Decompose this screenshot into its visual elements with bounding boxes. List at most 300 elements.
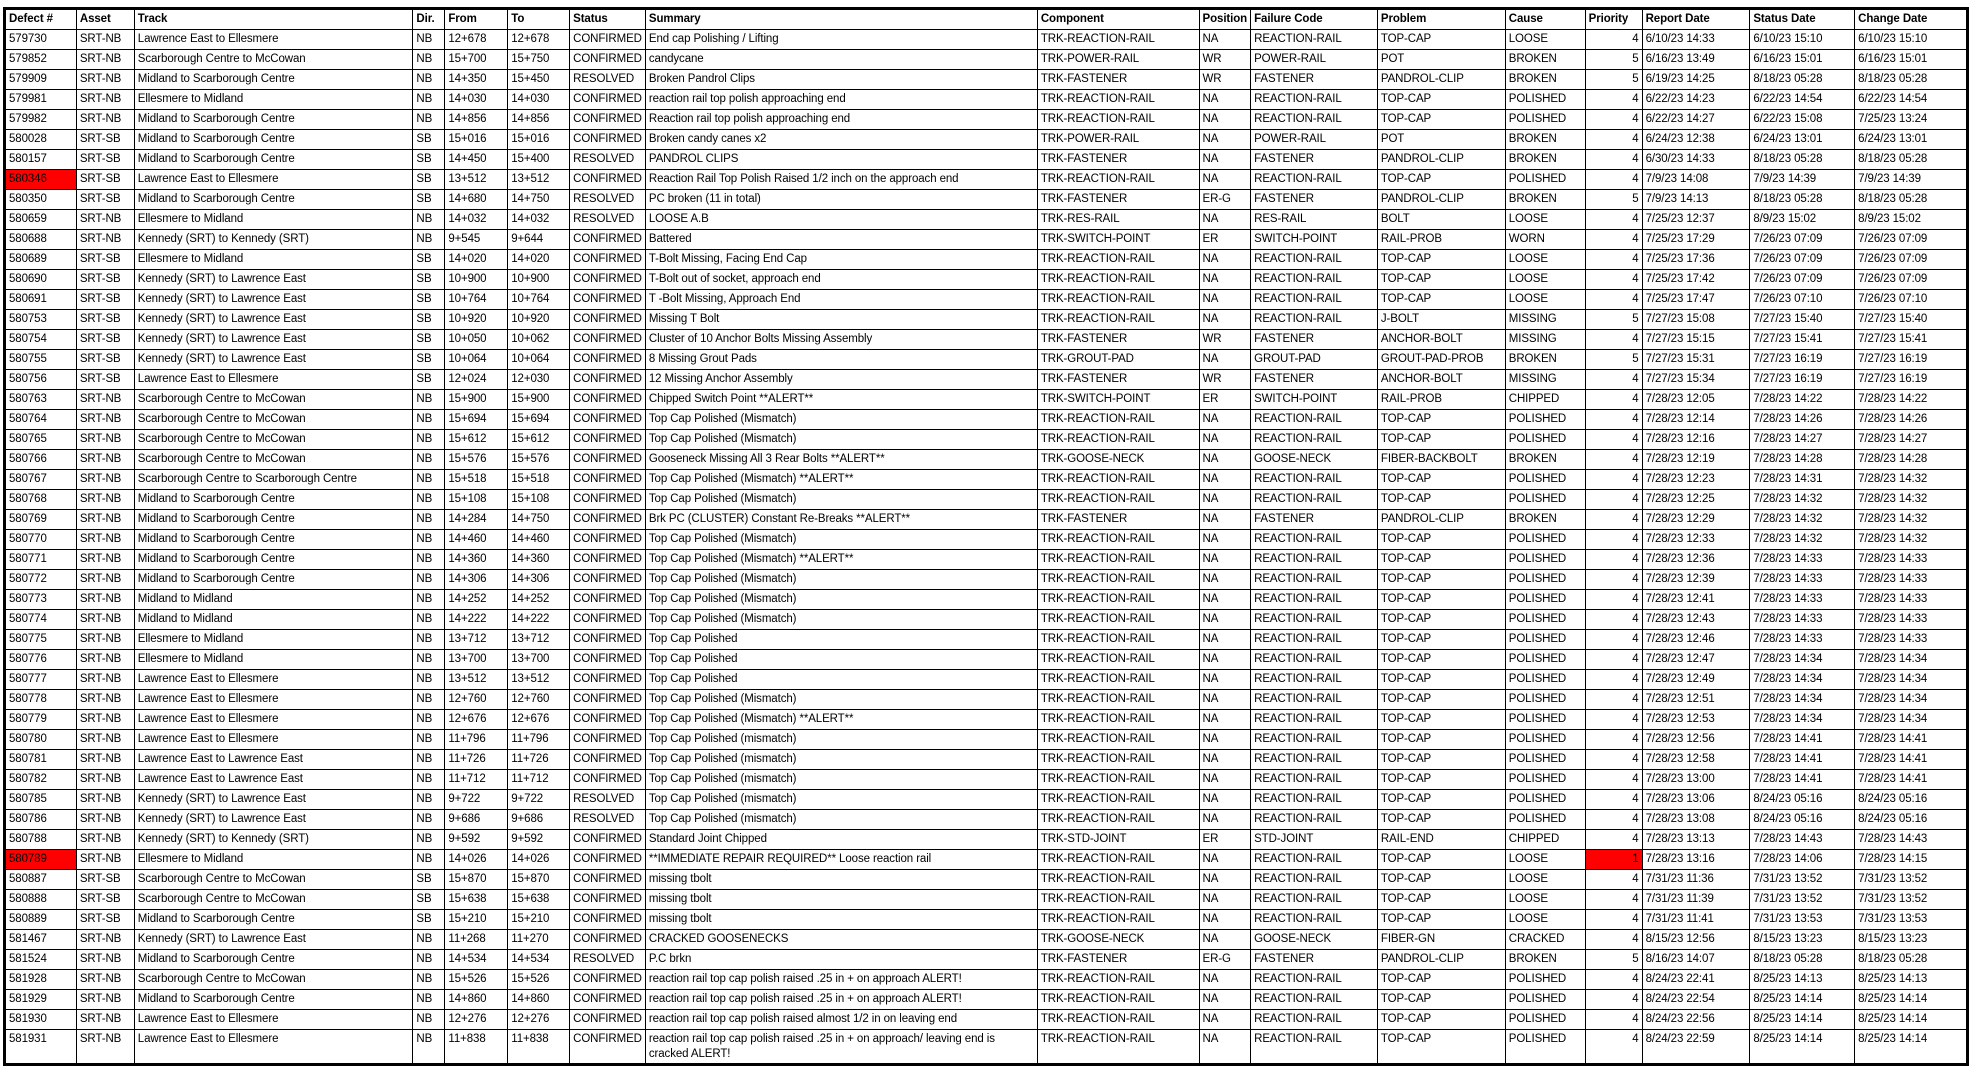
cell-component[interactable]: TRK-REACTION-RAIL (1037, 650, 1199, 670)
cell-status[interactable]: CONFIRMED (570, 310, 646, 330)
cell-from[interactable]: 15+526 (445, 970, 508, 990)
cell-asset[interactable]: SRT-NB (76, 770, 134, 790)
cell-dir[interactable]: NB (413, 550, 445, 570)
cell-to[interactable]: 12+030 (508, 370, 570, 390)
cell-cause[interactable]: POLISHED (1505, 110, 1585, 130)
cell-defect[interactable]: 580788 (5, 830, 77, 850)
cell-status_date[interactable]: 7/27/23 16:19 (1750, 350, 1855, 370)
cell-defect[interactable]: 579852 (5, 50, 77, 70)
cell-status[interactable]: CONFIRMED (570, 490, 646, 510)
cell-change_date[interactable]: 8/18/23 05:28 (1855, 150, 1968, 170)
cell-position[interactable]: NA (1199, 550, 1251, 570)
cell-status[interactable]: CONFIRMED (570, 870, 646, 890)
cell-priority[interactable]: 5 (1585, 310, 1642, 330)
cell-to[interactable]: 14+750 (508, 510, 570, 530)
cell-report_date[interactable]: 7/28/23 12:14 (1642, 410, 1750, 430)
cell-from[interactable]: 14+534 (445, 950, 508, 970)
cell-dir[interactable]: SB (413, 250, 445, 270)
cell-report_date[interactable]: 6/10/23 14:33 (1642, 30, 1750, 50)
cell-defect[interactable]: 580786 (5, 810, 77, 830)
cell-failure_code[interactable]: REACTION-RAIL (1251, 1030, 1378, 1065)
cell-status_date[interactable]: 7/28/23 14:27 (1750, 430, 1855, 450)
cell-change_date[interactable]: 7/28/23 14:28 (1855, 450, 1968, 470)
cell-change_date[interactable]: 8/9/23 15:02 (1855, 210, 1968, 230)
cell-to[interactable]: 10+064 (508, 350, 570, 370)
cell-failure_code[interactable]: REACTION-RAIL (1251, 470, 1378, 490)
cell-position[interactable]: NA (1199, 930, 1251, 950)
cell-asset[interactable]: SRT-NB (76, 710, 134, 730)
cell-status_date[interactable]: 7/28/23 14:43 (1750, 830, 1855, 850)
cell-priority[interactable]: 4 (1585, 990, 1642, 1010)
cell-position[interactable]: NA (1199, 450, 1251, 470)
cell-status_date[interactable]: 7/28/23 14:34 (1750, 710, 1855, 730)
cell-priority[interactable]: 4 (1585, 470, 1642, 490)
cell-dir[interactable]: SB (413, 890, 445, 910)
cell-failure_code[interactable]: REACTION-RAIL (1251, 430, 1378, 450)
cell-change_date[interactable]: 7/26/23 07:09 (1855, 270, 1968, 290)
cell-component[interactable]: TRK-REACTION-RAIL (1037, 750, 1199, 770)
cell-status_date[interactable]: 7/31/23 13:52 (1750, 890, 1855, 910)
cell-asset[interactable]: SRT-NB (76, 650, 134, 670)
cell-summary[interactable]: Top Cap Polished (Mismatch) **ALERT** (645, 710, 1037, 730)
cell-asset[interactable]: SRT-NB (76, 670, 134, 690)
cell-dir[interactable]: SB (413, 130, 445, 150)
cell-defect[interactable]: 580782 (5, 770, 77, 790)
cell-failure_code[interactable]: REACTION-RAIL (1251, 170, 1378, 190)
cell-position[interactable]: NA (1199, 610, 1251, 630)
cell-report_date[interactable]: 6/24/23 12:38 (1642, 130, 1750, 150)
cell-status[interactable]: CONFIRMED (570, 330, 646, 350)
cell-report_date[interactable]: 7/28/23 12:41 (1642, 590, 1750, 610)
cell-failure_code[interactable]: REACTION-RAIL (1251, 690, 1378, 710)
cell-track[interactable]: Lawrence East to Ellesmere (134, 730, 413, 750)
cell-problem[interactable]: PANDROL-CLIP (1377, 150, 1505, 170)
cell-position[interactable]: WR (1199, 50, 1251, 70)
cell-priority[interactable]: 4 (1585, 390, 1642, 410)
cell-summary[interactable]: Missing T Bolt (645, 310, 1037, 330)
column-header-report_date[interactable]: Report Date (1642, 9, 1750, 30)
cell-priority[interactable]: 4 (1585, 330, 1642, 350)
cell-report_date[interactable]: 7/25/23 17:42 (1642, 270, 1750, 290)
cell-status_date[interactable]: 7/28/23 14:34 (1750, 650, 1855, 670)
cell-report_date[interactable]: 8/24/23 22:54 (1642, 990, 1750, 1010)
cell-failure_code[interactable]: REACTION-RAIL (1251, 750, 1378, 770)
cell-summary[interactable]: P.C brkn (645, 950, 1037, 970)
cell-track[interactable]: Ellesmere to Midland (134, 650, 413, 670)
cell-problem[interactable]: TOP-CAP (1377, 1010, 1505, 1030)
cell-asset[interactable]: SRT-SB (76, 190, 134, 210)
cell-dir[interactable]: SB (413, 350, 445, 370)
cell-priority[interactable]: 4 (1585, 730, 1642, 750)
cell-component[interactable]: TRK-REACTION-RAIL (1037, 90, 1199, 110)
cell-cause[interactable]: LOOSE (1505, 910, 1585, 930)
cell-failure_code[interactable]: REACTION-RAIL (1251, 650, 1378, 670)
cell-report_date[interactable]: 7/27/23 15:08 (1642, 310, 1750, 330)
cell-from[interactable]: 11+712 (445, 770, 508, 790)
cell-to[interactable]: 12+676 (508, 710, 570, 730)
cell-defect[interactable]: 580781 (5, 750, 77, 770)
cell-asset[interactable]: SRT-NB (76, 230, 134, 250)
cell-cause[interactable]: LOOSE (1505, 250, 1585, 270)
cell-from[interactable]: 14+856 (445, 110, 508, 130)
cell-report_date[interactable]: 8/16/23 14:07 (1642, 950, 1750, 970)
cell-priority[interactable]: 4 (1585, 510, 1642, 530)
cell-asset[interactable]: SRT-NB (76, 530, 134, 550)
cell-summary[interactable]: T-Bolt Missing, Facing End Cap (645, 250, 1037, 270)
cell-change_date[interactable]: 8/25/23 14:14 (1855, 990, 1968, 1010)
cell-asset[interactable]: SRT-NB (76, 490, 134, 510)
cell-status[interactable]: CONFIRMED (570, 970, 646, 990)
cell-track[interactable]: Scarborough Centre to McCowan (134, 410, 413, 430)
cell-summary[interactable]: reaction rail top cap polish raised .25 in + on approach ALERT! (645, 970, 1037, 990)
cell-priority[interactable]: 4 (1585, 230, 1642, 250)
cell-to[interactable]: 10+920 (508, 310, 570, 330)
cell-change_date[interactable]: 7/28/23 14:33 (1855, 590, 1968, 610)
cell-defect[interactable]: 580785 (5, 790, 77, 810)
cell-dir[interactable]: NB (413, 70, 445, 90)
cell-asset[interactable]: SRT-NB (76, 750, 134, 770)
cell-track[interactable]: Ellesmere to Midland (134, 210, 413, 230)
cell-report_date[interactable]: 7/28/23 12:33 (1642, 530, 1750, 550)
cell-summary[interactable]: Top Cap Polished (mismatch) (645, 790, 1037, 810)
cell-problem[interactable]: ANCHOR-BOLT (1377, 370, 1505, 390)
cell-report_date[interactable]: 7/28/23 13:06 (1642, 790, 1750, 810)
cell-dir[interactable]: NB (413, 530, 445, 550)
cell-from[interactable]: 15+700 (445, 50, 508, 70)
cell-to[interactable]: 14+032 (508, 210, 570, 230)
cell-priority[interactable]: 4 (1585, 490, 1642, 510)
cell-report_date[interactable]: 7/28/23 13:00 (1642, 770, 1750, 790)
cell-position[interactable]: NA (1199, 910, 1251, 930)
cell-asset[interactable]: SRT-NB (76, 70, 134, 90)
cell-report_date[interactable]: 7/27/23 15:34 (1642, 370, 1750, 390)
cell-position[interactable]: NA (1199, 630, 1251, 650)
cell-failure_code[interactable]: REACTION-RAIL (1251, 110, 1378, 130)
cell-position[interactable]: ER (1199, 230, 1251, 250)
cell-from[interactable]: 9+592 (445, 830, 508, 850)
cell-status_date[interactable]: 8/25/23 14:14 (1750, 990, 1855, 1010)
cell-dir[interactable]: NB (413, 90, 445, 110)
cell-status[interactable]: CONFIRMED (570, 710, 646, 730)
cell-priority[interactable]: 5 (1585, 50, 1642, 70)
cell-from[interactable]: 12+276 (445, 1010, 508, 1030)
cell-from[interactable]: 11+796 (445, 730, 508, 750)
column-header-from[interactable]: From (445, 9, 508, 30)
cell-change_date[interactable]: 7/27/23 16:19 (1855, 350, 1968, 370)
cell-summary[interactable]: Top Cap Polished (Mismatch) **ALERT** (645, 470, 1037, 490)
cell-cause[interactable]: LOOSE (1505, 270, 1585, 290)
cell-problem[interactable]: TOP-CAP (1377, 730, 1505, 750)
cell-asset[interactable]: SRT-SB (76, 890, 134, 910)
cell-track[interactable]: Kennedy (SRT) to Lawrence East (134, 330, 413, 350)
cell-status[interactable]: CONFIRMED (570, 630, 646, 650)
cell-to[interactable]: 14+026 (508, 850, 570, 870)
cell-status_date[interactable]: 8/25/23 14:14 (1750, 1010, 1855, 1030)
cell-problem[interactable]: FIBER-GN (1377, 930, 1505, 950)
cell-dir[interactable]: SB (413, 870, 445, 890)
cell-report_date[interactable]: 7/28/23 13:16 (1642, 850, 1750, 870)
cell-component[interactable]: TRK-GROUT-PAD (1037, 350, 1199, 370)
cell-defect[interactable]: 580773 (5, 590, 77, 610)
column-header-dir[interactable]: Dir. (413, 9, 445, 30)
cell-from[interactable]: 13+712 (445, 630, 508, 650)
cell-from[interactable]: 14+350 (445, 70, 508, 90)
cell-track[interactable]: Ellesmere to Midland (134, 630, 413, 650)
cell-problem[interactable]: TOP-CAP (1377, 270, 1505, 290)
cell-status[interactable]: CONFIRMED (570, 990, 646, 1010)
cell-dir[interactable]: NB (413, 570, 445, 590)
cell-component[interactable]: TRK-STD-JOINT (1037, 830, 1199, 850)
cell-change_date[interactable]: 7/28/23 14:33 (1855, 570, 1968, 590)
cell-track[interactable]: Lawrence East to Ellesmere (134, 1010, 413, 1030)
cell-position[interactable]: NA (1199, 890, 1251, 910)
cell-status_date[interactable]: 7/28/23 14:06 (1750, 850, 1855, 870)
cell-failure_code[interactable]: REACTION-RAIL (1251, 1010, 1378, 1030)
cell-problem[interactable]: TOP-CAP (1377, 870, 1505, 890)
cell-position[interactable]: NA (1199, 110, 1251, 130)
cell-status[interactable]: CONFIRMED (570, 230, 646, 250)
cell-position[interactable]: NA (1199, 490, 1251, 510)
cell-defect[interactable]: 580754 (5, 330, 77, 350)
cell-asset[interactable]: SRT-SB (76, 870, 134, 890)
cell-status[interactable]: CONFIRMED (570, 750, 646, 770)
cell-from[interactable]: 9+545 (445, 230, 508, 250)
cell-status[interactable]: RESOLVED (570, 950, 646, 970)
cell-failure_code[interactable]: REACTION-RAIL (1251, 410, 1378, 430)
cell-change_date[interactable]: 7/28/23 14:34 (1855, 710, 1968, 730)
cell-priority[interactable]: 4 (1585, 930, 1642, 950)
cell-position[interactable]: NA (1199, 590, 1251, 610)
cell-dir[interactable]: SB (413, 910, 445, 930)
cell-component[interactable]: TRK-REACTION-RAIL (1037, 810, 1199, 830)
cell-failure_code[interactable]: REACTION-RAIL (1251, 250, 1378, 270)
cell-summary[interactable]: Top Cap Polished (Mismatch) (645, 430, 1037, 450)
cell-problem[interactable]: TOP-CAP (1377, 910, 1505, 930)
cell-change_date[interactable]: 7/28/23 14:43 (1855, 830, 1968, 850)
cell-summary[interactable]: 8 Missing Grout Pads (645, 350, 1037, 370)
cell-component[interactable]: TRK-REACTION-RAIL (1037, 690, 1199, 710)
cell-to[interactable]: 14+360 (508, 550, 570, 570)
cell-component[interactable]: TRK-REACTION-RAIL (1037, 1010, 1199, 1030)
cell-position[interactable]: NA (1199, 30, 1251, 50)
cell-track[interactable]: Midland to Scarborough Centre (134, 530, 413, 550)
cell-track[interactable]: Scarborough Centre to Scarborough Centre (134, 470, 413, 490)
cell-asset[interactable]: SRT-SB (76, 370, 134, 390)
cell-component[interactable]: TRK-REACTION-RAIL (1037, 990, 1199, 1010)
cell-cause[interactable]: LOOSE (1505, 870, 1585, 890)
cell-to[interactable]: 13+512 (508, 670, 570, 690)
cell-change_date[interactable]: 7/28/23 14:33 (1855, 610, 1968, 630)
cell-dir[interactable]: NB (413, 630, 445, 650)
cell-defect[interactable]: 580772 (5, 570, 77, 590)
cell-priority[interactable]: 4 (1585, 270, 1642, 290)
cell-problem[interactable]: TOP-CAP (1377, 430, 1505, 450)
cell-defect[interactable]: 580755 (5, 350, 77, 370)
cell-status_date[interactable]: 6/22/23 14:54 (1750, 90, 1855, 110)
cell-to[interactable]: 13+712 (508, 630, 570, 650)
cell-priority[interactable]: 4 (1585, 790, 1642, 810)
cell-component[interactable]: TRK-REACTION-RAIL (1037, 30, 1199, 50)
cell-status[interactable]: CONFIRMED (570, 110, 646, 130)
cell-report_date[interactable]: 7/28/23 12:56 (1642, 730, 1750, 750)
cell-component[interactable]: TRK-REACTION-RAIL (1037, 770, 1199, 790)
cell-summary[interactable]: Top Cap Polished (Mismatch) (645, 410, 1037, 430)
cell-report_date[interactable]: 7/28/23 12:36 (1642, 550, 1750, 570)
cell-to[interactable]: 11+726 (508, 750, 570, 770)
cell-status[interactable]: CONFIRMED (570, 930, 646, 950)
cell-problem[interactable]: GROUT-PAD-PROB (1377, 350, 1505, 370)
cell-priority[interactable]: 4 (1585, 370, 1642, 390)
cell-defect[interactable]: 580765 (5, 430, 77, 450)
cell-dir[interactable]: NB (413, 970, 445, 990)
cell-to[interactable]: 14+222 (508, 610, 570, 630)
column-header-to[interactable]: To (508, 9, 570, 30)
cell-dir[interactable]: NB (413, 210, 445, 230)
cell-track[interactable]: Lawrence East to Lawrence East (134, 750, 413, 770)
cell-position[interactable]: NA (1199, 1010, 1251, 1030)
cell-status_date[interactable]: 8/24/23 05:16 (1750, 810, 1855, 830)
cell-summary[interactable]: T-Bolt out of socket, approach end (645, 270, 1037, 290)
cell-report_date[interactable]: 7/9/23 14:08 (1642, 170, 1750, 190)
cell-to[interactable]: 13+512 (508, 170, 570, 190)
cell-cause[interactable]: POLISHED (1505, 470, 1585, 490)
cell-priority[interactable]: 4 (1585, 970, 1642, 990)
cell-summary[interactable]: missing tbolt (645, 890, 1037, 910)
cell-report_date[interactable]: 7/28/23 12:47 (1642, 650, 1750, 670)
cell-status_date[interactable]: 8/25/23 14:13 (1750, 970, 1855, 990)
cell-asset[interactable]: SRT-NB (76, 50, 134, 70)
cell-from[interactable]: 11+726 (445, 750, 508, 770)
cell-problem[interactable]: TOP-CAP (1377, 250, 1505, 270)
cell-summary[interactable]: Brk PC (CLUSTER) Constant Re-Breaks **ALERT** (645, 510, 1037, 530)
cell-position[interactable]: NA (1199, 670, 1251, 690)
cell-status[interactable]: CONFIRMED (570, 450, 646, 470)
cell-problem[interactable]: TOP-CAP (1377, 810, 1505, 830)
cell-defect[interactable]: 579730 (5, 30, 77, 50)
cell-asset[interactable]: SRT-NB (76, 1010, 134, 1030)
cell-status_date[interactable]: 8/24/23 05:16 (1750, 790, 1855, 810)
cell-status_date[interactable]: 7/26/23 07:10 (1750, 290, 1855, 310)
cell-dir[interactable]: NB (413, 30, 445, 50)
cell-status_date[interactable]: 7/28/23 14:32 (1750, 510, 1855, 530)
cell-asset[interactable]: SRT-NB (76, 830, 134, 850)
cell-dir[interactable]: NB (413, 230, 445, 250)
cell-priority[interactable]: 5 (1585, 950, 1642, 970)
cell-failure_code[interactable]: REACTION-RAIL (1251, 990, 1378, 1010)
cell-cause[interactable]: POLISHED (1505, 590, 1585, 610)
cell-status_date[interactable]: 7/28/23 14:41 (1750, 770, 1855, 790)
cell-status_date[interactable]: 7/26/23 07:09 (1750, 230, 1855, 250)
cell-change_date[interactable]: 7/27/23 16:19 (1855, 370, 1968, 390)
cell-asset[interactable]: SRT-SB (76, 130, 134, 150)
cell-change_date[interactable]: 7/28/23 14:32 (1855, 530, 1968, 550)
cell-component[interactable]: TRK-REACTION-RAIL (1037, 670, 1199, 690)
cell-summary[interactable]: Top Cap Polished (Mismatch) (645, 570, 1037, 590)
cell-from[interactable]: 14+252 (445, 590, 508, 610)
cell-cause[interactable]: BROKEN (1505, 350, 1585, 370)
cell-summary[interactable]: PANDROL CLIPS (645, 150, 1037, 170)
cell-dir[interactable]: NB (413, 690, 445, 710)
cell-priority[interactable]: 4 (1585, 130, 1642, 150)
cell-status[interactable]: RESOLVED (570, 210, 646, 230)
cell-defect[interactable]: 580889 (5, 910, 77, 930)
cell-failure_code[interactable]: REACTION-RAIL (1251, 630, 1378, 650)
cell-problem[interactable]: PANDROL-CLIP (1377, 190, 1505, 210)
cell-component[interactable]: TRK-REACTION-RAIL (1037, 310, 1199, 330)
cell-priority[interactable]: 4 (1585, 630, 1642, 650)
cell-change_date[interactable]: 7/31/23 13:52 (1855, 870, 1968, 890)
cell-status[interactable]: CONFIRMED (570, 350, 646, 370)
column-header-component[interactable]: Component (1037, 9, 1199, 30)
cell-cause[interactable]: POLISHED (1505, 990, 1585, 1010)
cell-priority[interactable]: 4 (1585, 770, 1642, 790)
cell-track[interactable]: Midland to Scarborough Centre (134, 190, 413, 210)
cell-component[interactable]: TRK-REACTION-RAIL (1037, 270, 1199, 290)
cell-component[interactable]: TRK-REACTION-RAIL (1037, 170, 1199, 190)
cell-defect[interactable]: 580763 (5, 390, 77, 410)
cell-problem[interactable]: TOP-CAP (1377, 850, 1505, 870)
cell-cause[interactable]: BROKEN (1505, 190, 1585, 210)
cell-failure_code[interactable]: FASTENER (1251, 510, 1378, 530)
cell-priority[interactable]: 4 (1585, 1030, 1642, 1065)
cell-status_date[interactable]: 6/22/23 15:08 (1750, 110, 1855, 130)
cell-dir[interactable]: NB (413, 650, 445, 670)
cell-cause[interactable]: LOOSE (1505, 890, 1585, 910)
cell-track[interactable]: Lawrence East to Ellesmere (134, 30, 413, 50)
cell-problem[interactable]: FIBER-BACKBOLT (1377, 450, 1505, 470)
cell-failure_code[interactable]: REACTION-RAIL (1251, 850, 1378, 870)
cell-track[interactable]: Midland to Scarborough Centre (134, 70, 413, 90)
cell-summary[interactable]: Reaction Rail Top Polish Raised 1/2 inch on the approach end (645, 170, 1037, 190)
cell-problem[interactable]: TOP-CAP (1377, 90, 1505, 110)
cell-position[interactable]: NA (1199, 970, 1251, 990)
cell-from[interactable]: 15+108 (445, 490, 508, 510)
cell-failure_code[interactable]: FASTENER (1251, 950, 1378, 970)
cell-summary[interactable]: Top Cap Polished (645, 650, 1037, 670)
cell-dir[interactable]: NB (413, 790, 445, 810)
cell-defect[interactable]: 580028 (5, 130, 77, 150)
cell-cause[interactable]: BROKEN (1505, 130, 1585, 150)
cell-status[interactable]: CONFIRMED (570, 650, 646, 670)
cell-defect[interactable]: 579982 (5, 110, 77, 130)
cell-dir[interactable]: NB (413, 50, 445, 70)
cell-status_date[interactable]: 7/28/23 14:41 (1750, 750, 1855, 770)
cell-track[interactable]: Midland to Scarborough Centre (134, 570, 413, 590)
cell-defect[interactable]: 580659 (5, 210, 77, 230)
cell-problem[interactable]: RAIL-PROB (1377, 390, 1505, 410)
cell-component[interactable]: TRK-REACTION-RAIL (1037, 290, 1199, 310)
cell-component[interactable]: TRK-REACTION-RAIL (1037, 970, 1199, 990)
cell-track[interactable]: Kennedy (SRT) to Lawrence East (134, 930, 413, 950)
cell-asset[interactable]: SRT-NB (76, 610, 134, 630)
cell-priority[interactable]: 4 (1585, 30, 1642, 50)
cell-asset[interactable]: SRT-SB (76, 310, 134, 330)
cell-priority[interactable]: 4 (1585, 830, 1642, 850)
cell-position[interactable]: NA (1199, 170, 1251, 190)
cell-change_date[interactable]: 7/28/23 14:34 (1855, 650, 1968, 670)
cell-to[interactable]: 15+576 (508, 450, 570, 470)
cell-position[interactable]: NA (1199, 250, 1251, 270)
cell-status_date[interactable]: 8/25/23 14:14 (1750, 1030, 1855, 1065)
cell-status[interactable]: CONFIRMED (570, 590, 646, 610)
cell-summary[interactable]: Standard Joint Chipped (645, 830, 1037, 850)
cell-asset[interactable]: SRT-SB (76, 350, 134, 370)
cell-summary[interactable]: Cluster of 10 Anchor Bolts Missing Assembly (645, 330, 1037, 350)
cell-status_date[interactable]: 8/18/23 05:28 (1750, 950, 1855, 970)
cell-report_date[interactable]: 7/28/23 12:29 (1642, 510, 1750, 530)
cell-change_date[interactable]: 8/24/23 05:16 (1855, 810, 1968, 830)
cell-to[interactable]: 11+712 (508, 770, 570, 790)
